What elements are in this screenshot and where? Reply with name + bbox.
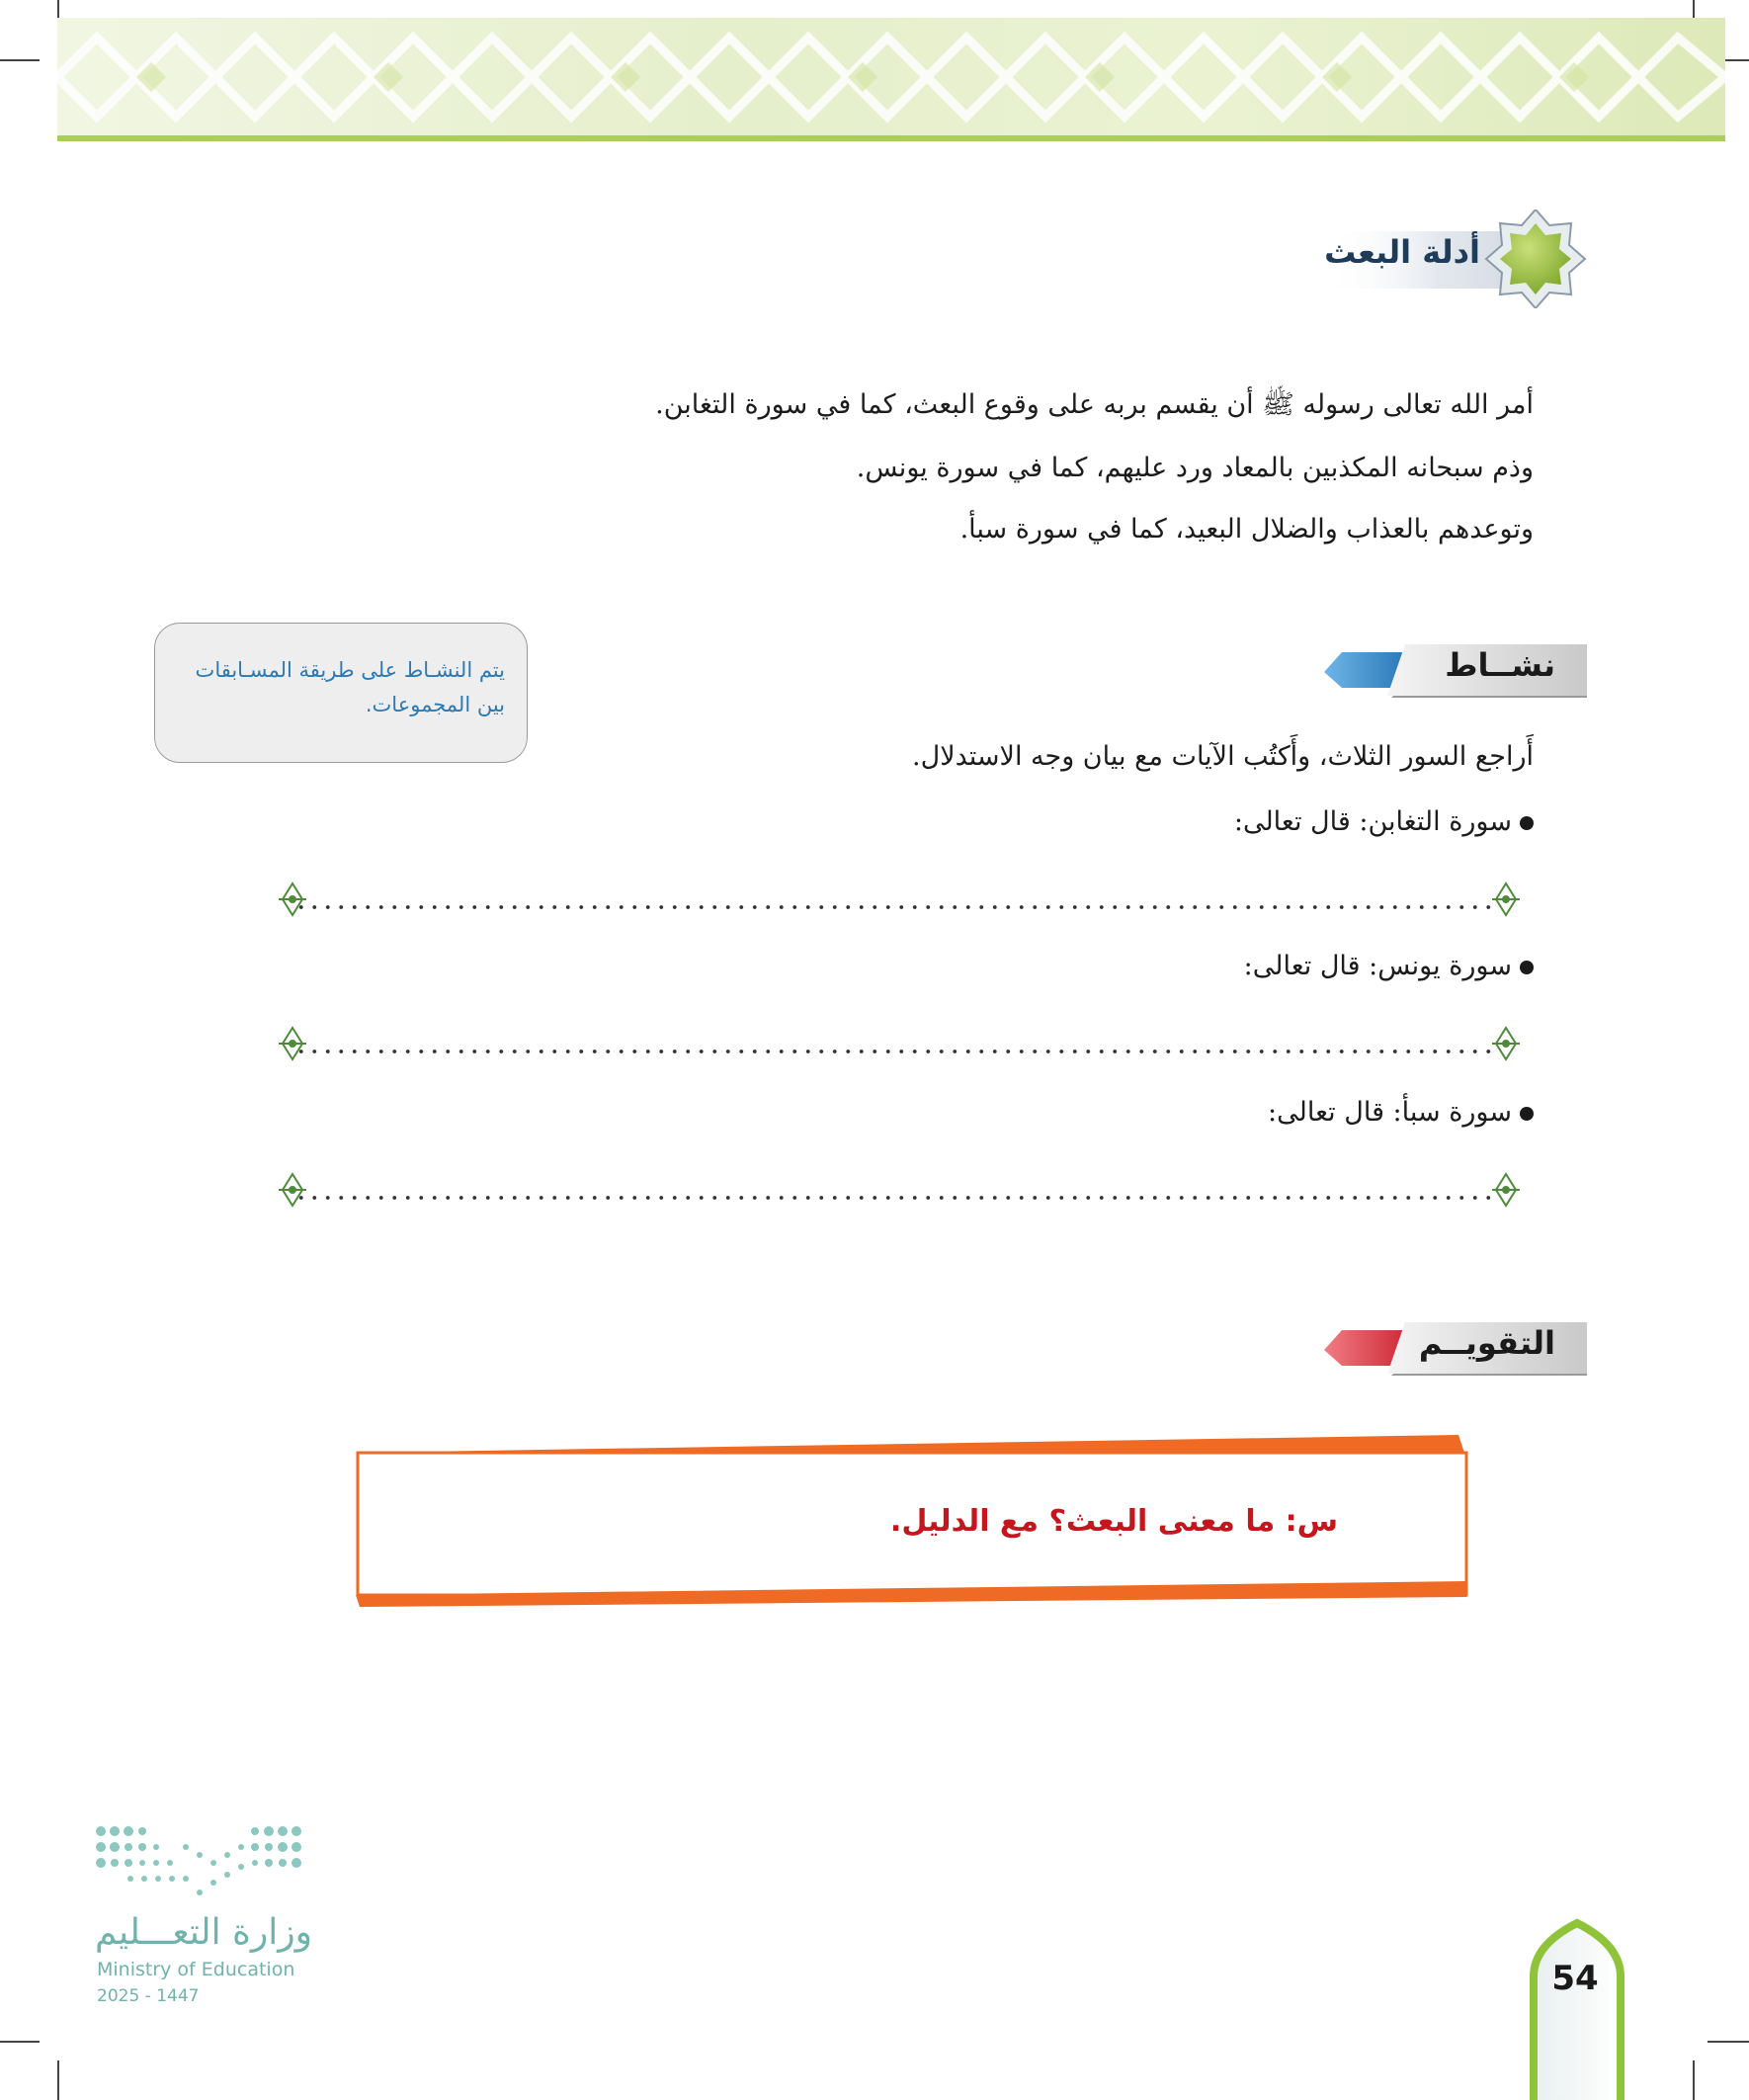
activity-item [1268,1097,1534,1128]
floral-ornament-icon [1492,880,1520,919]
activity-item [1234,806,1534,837]
crop-mark [0,2041,40,2043]
crop-mark [0,59,40,61]
activity-instruction: أَراجع السور الثلاث، وأَكتُب الآيات مع بيان وجه الاستدلال. [912,741,1534,772]
octagon-star-badge-icon [1486,210,1585,308]
evaluation-question: س: ما معنى البعث؟ مع الدليل. [889,1504,1338,1539]
floral-ornament-icon [279,1024,306,1063]
floral-ornament-icon [279,1170,306,1210]
edition-year: 2025 - 1447 [97,1986,200,2006]
paragraph: وتوعدهم بالعذاب والضلال البعيد، كما في سورة سبأ. [959,514,1534,545]
crop-mark [1693,2060,1695,2100]
answer-line[interactable] [294,1194,1492,1202]
bullet-icon [1520,1107,1534,1121]
answer-line[interactable] [294,1048,1492,1055]
floral-ornament-icon [279,880,306,919]
crop-mark [57,2060,59,2100]
bullet-icon [1520,961,1534,974]
banner-underline [57,135,1725,141]
activity-item-label: سورة يونس: قال تعالى: [1243,951,1512,981]
activity-item-label: سورة التغابن: قال تعالى: [1233,806,1512,837]
evaluation-heading: التقويــم [1418,1324,1555,1362]
page-number-tab [1528,1917,1626,2100]
activity-item [1244,951,1534,981]
ministry-name-ar: وزارة التعـــليم [95,1912,313,1953]
paragraph: أمر الله تعالى رسوله ﷺ أن يقسم بربه على وقوع البعث، كما في سورة التغابن. [655,389,1534,420]
floral-ornament-icon [1492,1170,1520,1210]
section-title: أدلة البعث [1324,233,1480,271]
ministry-dots-logo-icon [91,1821,318,1900]
page-number: 54 [1551,1959,1599,1998]
activity-note-text: يتم النشـاط على طريقة المسـابقات بين المجموعات. [195,658,505,716]
paragraph: وذم سبحانه المكذبين بالمعاد ورد عليهم، كما في سورة يونس. [856,453,1534,483]
floral-ornament-icon [1492,1024,1520,1063]
crop-mark [1707,2041,1749,2043]
answer-line[interactable] [294,903,1492,911]
ministry-name-en: Ministry of Education [97,1959,295,1980]
activity-heading: نشــاط [1445,646,1555,684]
activity-note [154,623,528,763]
bullet-icon [1520,816,1534,830]
activity-item-label: سورة سبأ: قال تعالى: [1268,1097,1512,1128]
header-banner [57,18,1725,136]
